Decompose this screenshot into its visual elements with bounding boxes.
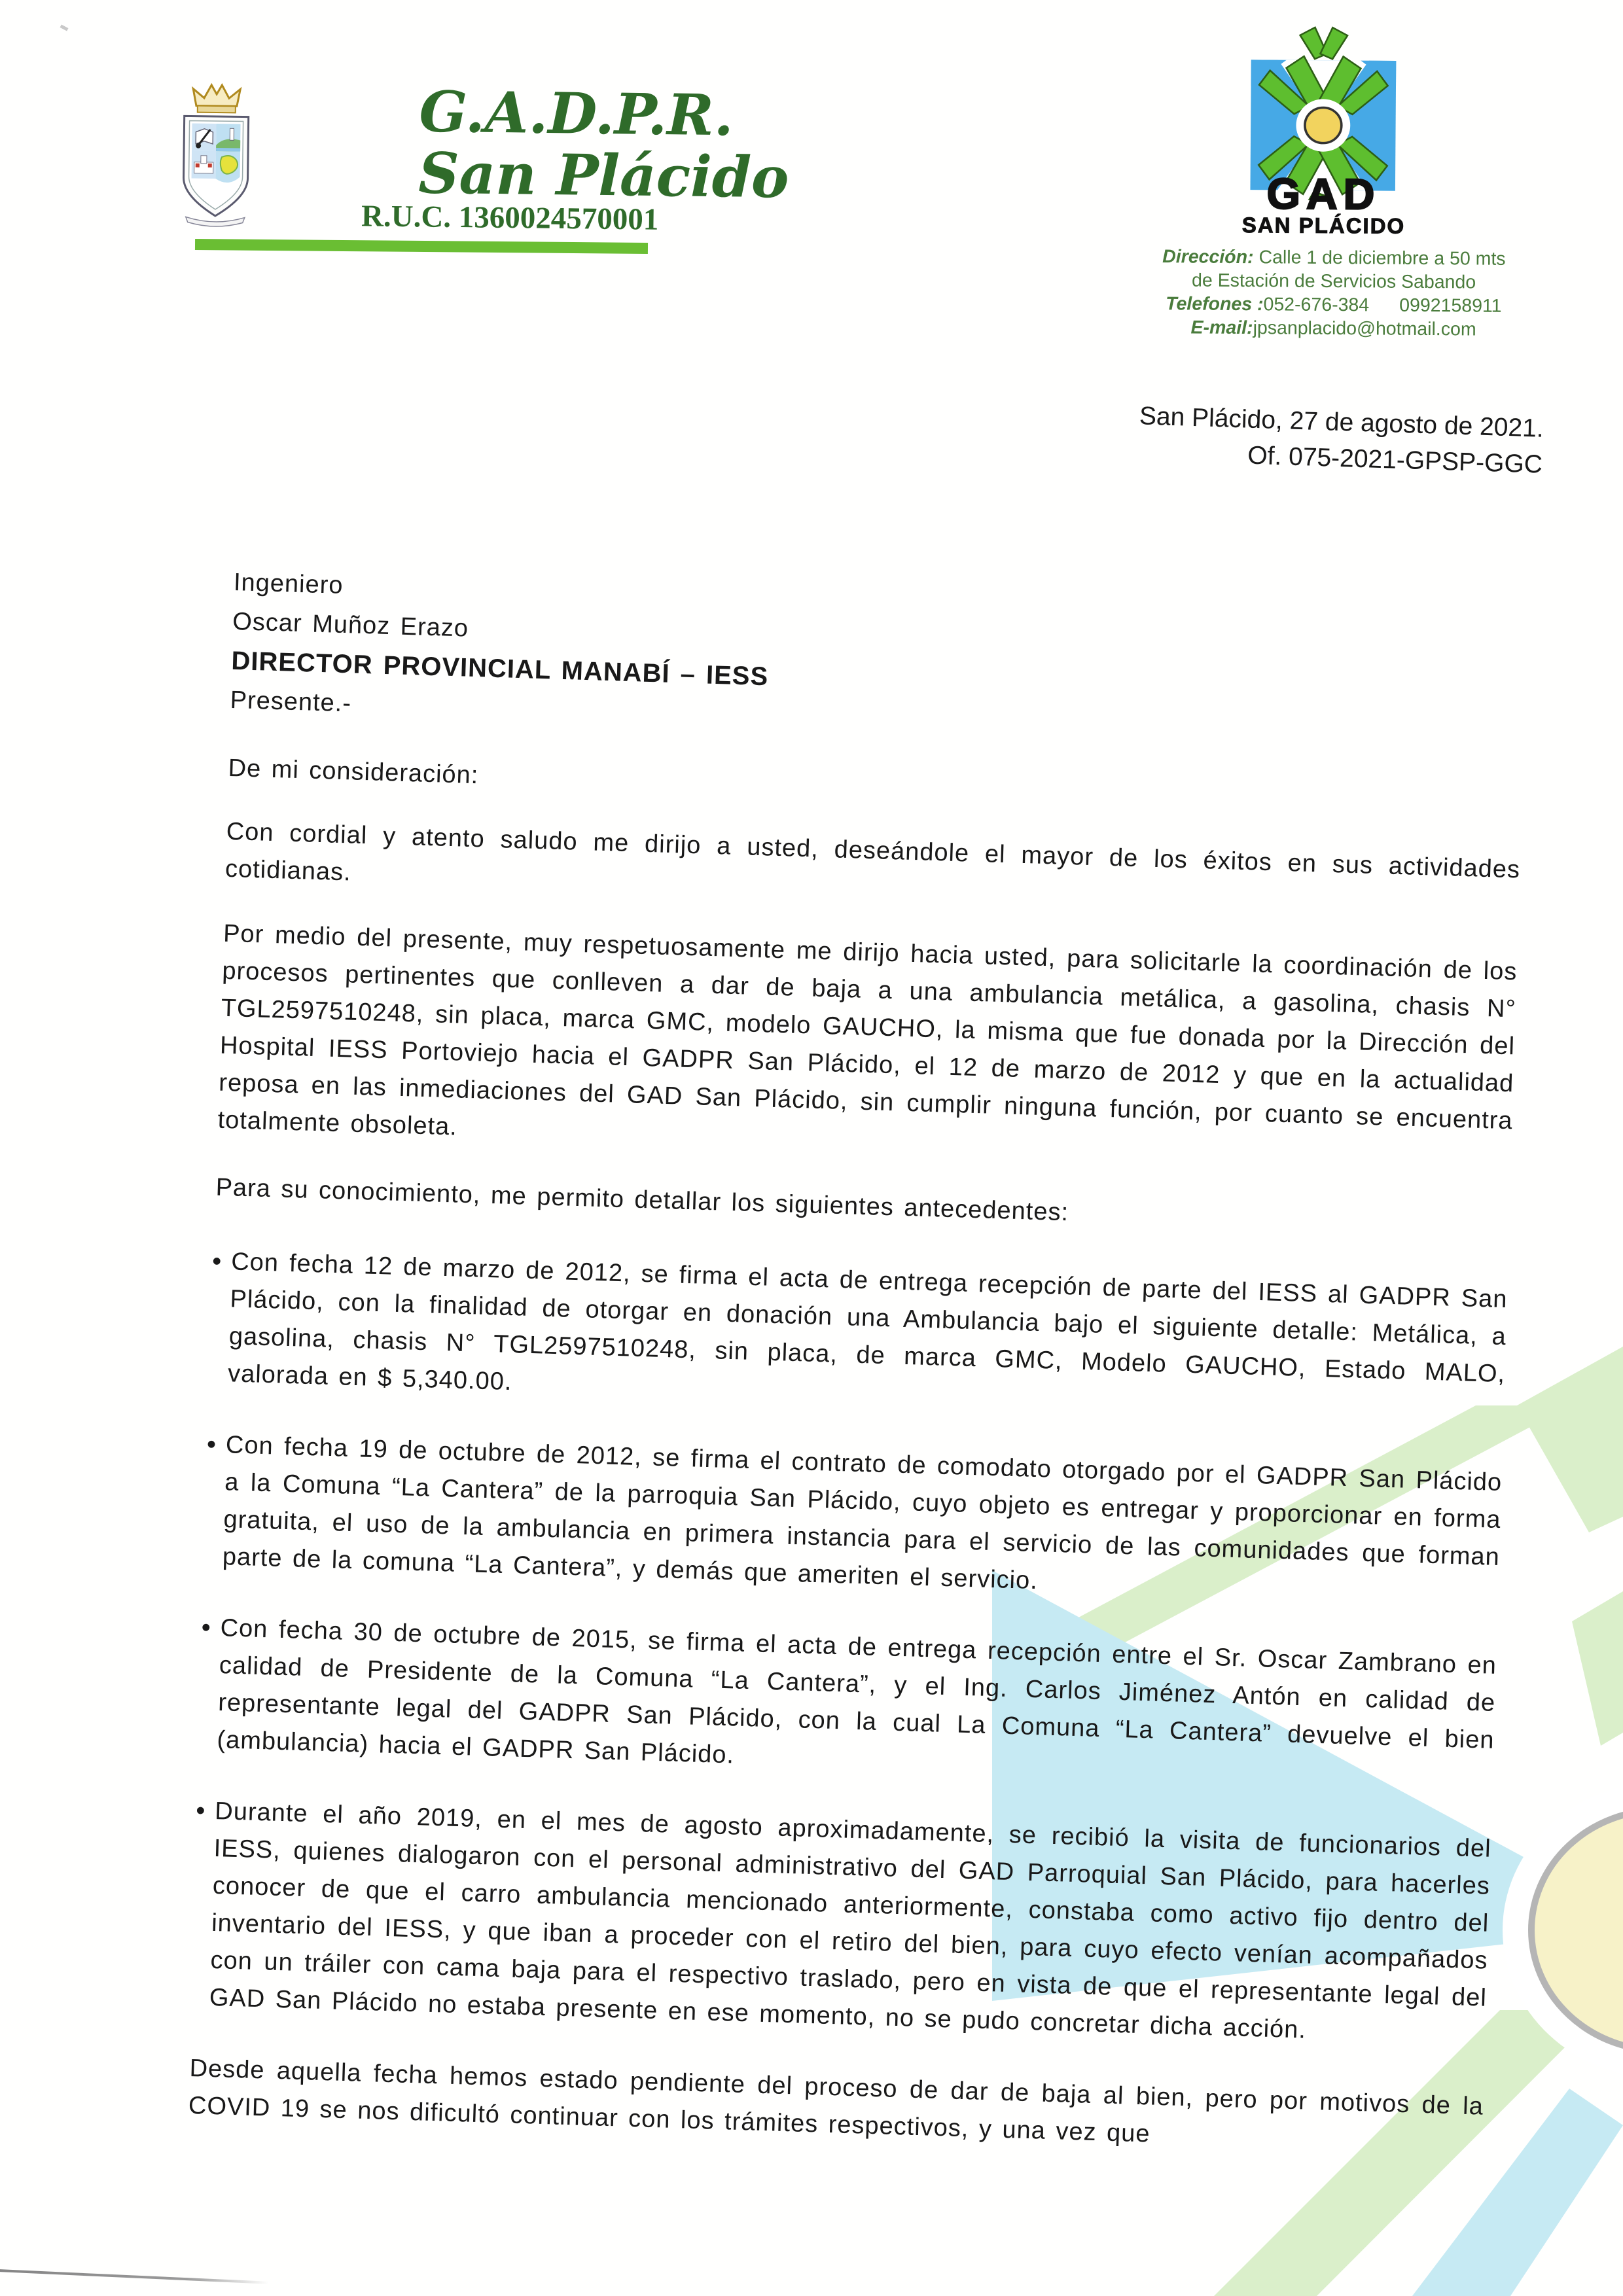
contact-address-line2: de Estación de Servicios Sabando — [1191, 270, 1476, 293]
paragraph-closing: Desde aquella fecha hemos estado pendiente del proceso de dar de baja al bien, pero por motivos de la COVID 19 se nos dificultó continuar con los trámites respectivos, y una vez que — [188, 2054, 1484, 2148]
org-name-script — [418, 79, 790, 211]
scan-artifact-speck — [60, 24, 69, 31]
phone-2: 0992158911 — [1399, 294, 1502, 317]
list-item-acta-2012: • Con fecha 12 de marzo de 2012, se firma el acta de entrega recepción de parte del IESS al GADPR San Plácido, con la finalidad de otorgar en donación una Ambulancia bajo el siguiente detalle: Metálica, a gasolina, chasis N° TGL2597510248, sin placa, de marca GMC, Modelo GAUCHO, Estado MALO, valorada en $ 5,340.00. — [209, 1243, 1508, 1431]
org-ruc: R.U.C. 1360024570001 — [361, 199, 659, 237]
gad-logo-subword: SAN PLÁCIDO — [1241, 213, 1406, 238]
email-value: jpsanplacido@hotmail.com — [1253, 317, 1476, 340]
letter-body — [187, 563, 1528, 2188]
recipient-block — [230, 563, 1528, 758]
list-item-comodato-2012: • Con fecha 19 de octubre de 2012, se firma el contrato de comodato otorgado por el GADPR San Plácido a la Comuna “La Cantera” de la parroquia San Plácido, cuyo objeto es entregar y proporcionar en forma gratuita, el uso de la ambulancia en primera instancia para el servicio de las comunidades que forman parte de la comuna “La Cantera”, y demás que ameriten el servicio. — [204, 1426, 1503, 1614]
gad-logo-word: GAD — [1266, 169, 1381, 219]
logo-sun — [1305, 107, 1342, 143]
crest-logo — [171, 79, 261, 228]
paragraph-greeting: Con cordial y atento saludo me dirijo a usted, deseándole el mayor de los éxitos en sus actividades cotidianas. — [224, 817, 1521, 887]
phone-1: 052-676-384 — [1263, 294, 1370, 316]
date-block — [1137, 398, 1544, 482]
letterhead-contact-block — [1046, 244, 1622, 342]
email-label: E-mail: — [1190, 317, 1253, 339]
crown-icon — [193, 85, 240, 107]
recipient-title: Ingeniero — [233, 568, 344, 599]
list-item-acta-2015: • Con fecha 30 de octubre de 2015, se firma el acta de entrega recepción entre el Sr. Oscar Zambrano en calidad de Presidente de la Comuna “La Cantera”, y el Ing. Carlos Jiménez Antón en calidad de representante legal del GADPR San Plácido, con la cual La Comuna “La Cantera” devuelve el bien (ambulancia) hacia el GADPR San Plácido. — [199, 1609, 1497, 1797]
oficio-number: Of. 075-2021-GPSP-GGC — [1247, 441, 1543, 479]
org-parish-name: San Plácido — [418, 140, 789, 211]
recipient-presente: Presente.- — [230, 686, 352, 718]
paragraph-antecedentes-intro: Para su conocimiento, me permito detallar los siguientes antecedentes: — [215, 1173, 1069, 1227]
recipient-name: Oscar Muñoz Erazo — [232, 607, 469, 643]
scan-artifact-line — [0, 2269, 269, 2284]
org-acronym: G.A.D.P.R. — [418, 79, 734, 149]
paragraph-request: Por medio del presente, muy respetuosamente me dirijo hacia usted, para solicitarle la coordinación de los procesos pertinentes que conlleven a dar de baja a una ambulancia metálica, a gasolina, chasis N° TGL2597510248, sin placa, marca GMC, modelo GAUCHO, la misma que fue donada por la Dirección del Hospital IESS Portoviejo hacia el GADPR San Plácido, el 12 de marzo de 2012 y que en la actualidad reposa en las inmediaciones del GAD San Plácido, sin cumplir ninguna función, por cuanto se encuentra totalmente obsoleta. — [217, 919, 1518, 1141]
recipient-position: DIRECTOR PROVINCIAL MANABÍ – IESS — [230, 646, 769, 692]
contact-email-line — [1046, 315, 1622, 342]
date-line: San Plácido, 27 de agosto de 2021. — [1139, 402, 1544, 443]
antecedentes-list — [191, 1243, 1508, 2055]
salutation: De mi consideración: — [228, 754, 479, 790]
phones-label: Telefones : — [1166, 293, 1264, 315]
contact-phones-line — [1046, 291, 1622, 319]
list-item-visita-2019: • Durante el año 2019, en el mes de agosto aproximadamente, se recibió la visita de funcionarios del IESS, quienes dialogaron con el personal administrativo del GAD Parroquial San Plácido, para hacerles conocer de que el carro ambulancia mencionado anteriormente, constaba como activo fijo dentro del inventario del IESS, y que iban a proceder con el retiro del bien, para cuyo efecto venían acompañados con un tráiler con cama baja para el respectivo traslado, pero en vista de que el representante legal del GAD San Plácido no estaba presente en ese momento, no se pudo concretar dicha acción. — [191, 1792, 1491, 2055]
contact-address-line1 — [1046, 244, 1622, 272]
header-divider-bar — [195, 239, 648, 254]
address-value: Calle 1 de diciembre a 50 mts — [1258, 247, 1506, 270]
address-label: Dirección: — [1162, 246, 1254, 268]
